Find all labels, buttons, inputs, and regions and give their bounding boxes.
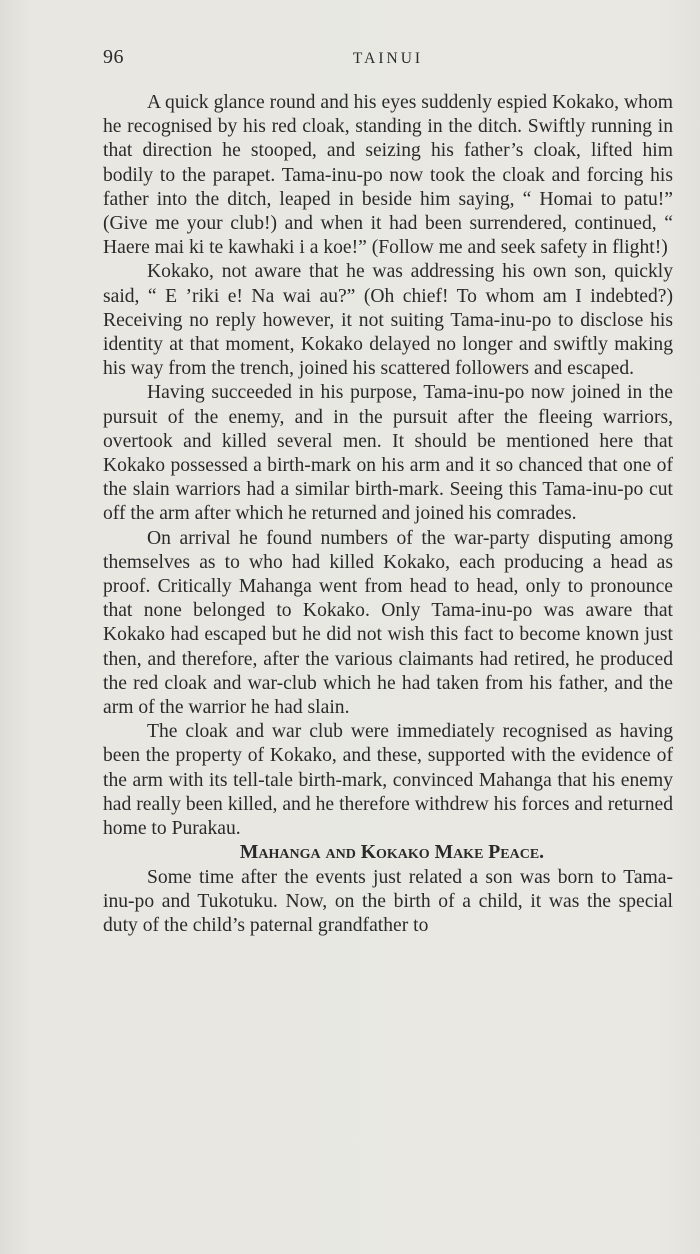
paragraph: Having succeeded in his purpose, Tama-inu-po now joined in the pursuit of the enemy, and in the pursuit after the fleeing warriors, overtook and killed several men. It should be mentioned here that Kokako possessed a birth-mark on his arm and it so chanced that one of the slain warriors had a similar birth-mark. Seeing this Tama-inu-po cut off the arm after which he returned and joined his comrades. [103,382,673,525]
paragraph: Kokako, not aware that he was addressing his own son, quickly said, “ E ’riki e! Na wai au?” (Oh chief! To whom am I indebted?) Receiving no reply however, it not suiting Tama-inu-po to disclose his identity at that moment, Kokako delayed no longer and swiftly making his way from the trench, joined his scattered followers and escaped. [103,261,673,380]
paragraph: A quick glance round and his eyes suddenly espied Kokako, whom he recognised by his red cloak, standing in the ditch. Swiftly running in that direction he stooped, and seizing his father’s cloak, lifted him bodily to the parapet. Tama-inu-po now took the cloak and forcing his father into the ditch, leaped in beside him saying, “ Homai to patu!” (Give me your club!) and when it had been surrendered, continued, “ Haere mai ki te kawhaki i a koe!” (Follow me and seek safety in flight!) [103,92,673,259]
paragraph: On arrival he found numbers of the war-party disputing among themselves as to who had killed Kokako, each producing a head as proof. Critically Mahanga went from head to head, only to pronounce that none belonged to Kokako. Only Tama-inu-po was aware that Kokako had escaped but he did not wish this fact to become known just then, and therefore, after the various claimants had retired, he produced the red cloak and war-club which he had taken from his father, and the arm of the warrior he had slain. [103,527,673,719]
section-heading: Mahanga and Kokako Make Peace. [239,842,545,864]
running-head: TAINUI [352,50,424,67]
page-header [103,46,673,72]
body-text [103,91,673,938]
page-number: 96 [103,46,124,68]
paragraph: The cloak and war club were immediately recognised as having been the property of Kokako, and these, supported with the evidence of the arm with its tell-tale birth-mark, convinced Mahanga that his enemy had really been killed, and he therefore withdrew his forces and returned home to Purakau. [103,721,673,840]
paragraph: Some time after the events just related a son was born to Tama-inu-po and Tukotuku. Now, on the birth of a child, it was the special duty of the child’s paternal grandfather to [103,866,673,936]
